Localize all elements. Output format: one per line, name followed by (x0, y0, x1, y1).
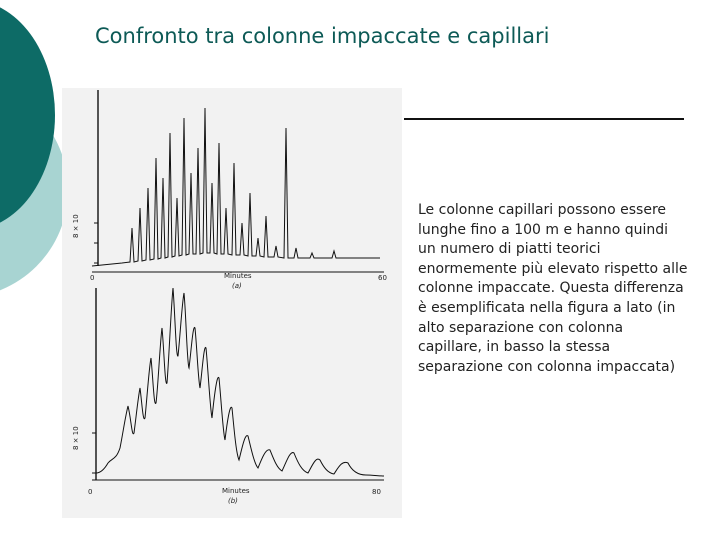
chromatogram-figure (62, 88, 402, 518)
bottom-chromatogram-trace (96, 288, 384, 476)
top-x-start: 0 (90, 274, 95, 282)
bottom-x-end: 80 (372, 488, 381, 496)
divider-line (404, 118, 684, 120)
top-x-end: 60 (378, 274, 387, 282)
bottom-ylabel: 8 × 10 (72, 426, 80, 450)
top-panel-label: (a) (232, 282, 242, 290)
top-chromatogram (72, 90, 387, 290)
bottom-panel-label: (b) (228, 497, 238, 505)
bottom-chromatogram (72, 288, 384, 505)
top-chromatogram-trace (92, 108, 380, 266)
slide-title: Confronto tra colonne impaccate e capillari (95, 24, 550, 48)
slide-body-text: Le colonne capillari possono essere lunghe fino a 100 m e hanno quindi un numero di piatti teorici enormemente più elevato rispetto alle colonne impaccate. Questa differenza è esemplificata nella figura a lato (in alto separazione con colonna capillare, in basso la stessa separazione con colonna impaccata) (418, 202, 688, 375)
bottom-x-start: 0 (88, 488, 93, 496)
top-ylabel: 8 × 10 (72, 214, 80, 238)
bottom-xlabel: Minutes (222, 487, 250, 495)
top-xlabel: Minutes (224, 272, 252, 280)
